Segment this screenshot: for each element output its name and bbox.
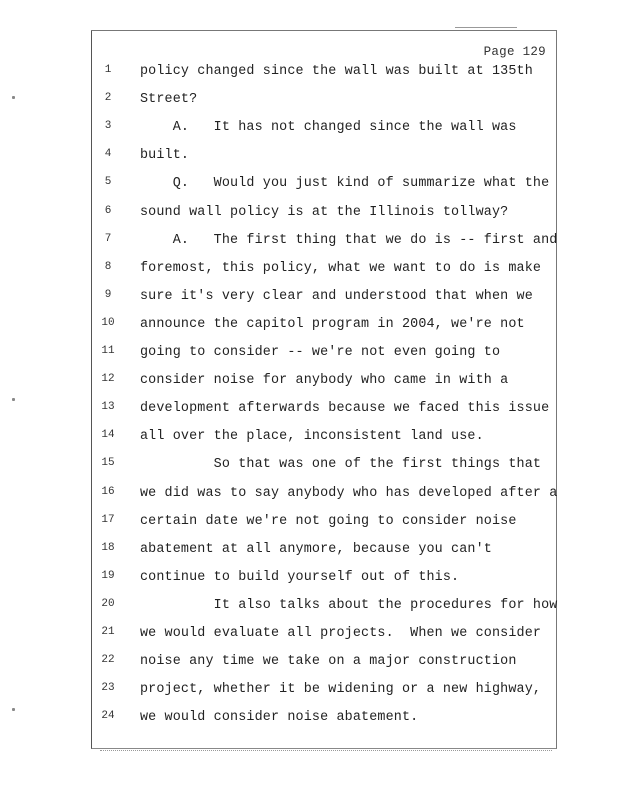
line-text: all over the place, inconsistent land use. <box>140 429 484 445</box>
line-number: 1 <box>104 64 112 76</box>
line-number: 2 <box>104 92 112 105</box>
transcript-line <box>0 317 618 337</box>
line-number: 13 <box>101 401 115 414</box>
transcript-line <box>0 205 618 225</box>
scan-margin-mark <box>12 398 15 401</box>
transcript-line <box>0 289 618 309</box>
line-text: continue to build yourself out of this. <box>140 569 460 585</box>
transcript-line <box>0 373 618 393</box>
transcript-line <box>0 64 618 84</box>
line-number: 8 <box>104 260 112 273</box>
scan-margin-mark <box>12 96 15 99</box>
transcript-line <box>0 429 618 449</box>
transcript-line <box>0 710 618 730</box>
transcript-line <box>0 401 618 421</box>
line-number: 3 <box>104 120 112 133</box>
line-text: consider noise for anybody who came in with a <box>140 373 509 389</box>
transcript-line <box>0 682 618 702</box>
line-number: 7 <box>104 232 112 245</box>
transcript-line <box>0 486 618 506</box>
line-text: we would evaluate all projects. When we consider <box>140 626 542 641</box>
transcript-line <box>0 120 618 140</box>
line-text: Street? <box>140 92 198 108</box>
line-number: 18 <box>101 541 115 554</box>
line-text: we would consider noise abatement. <box>140 710 419 726</box>
line-text: sound wall policy is at the Illinois tollway? <box>140 204 509 220</box>
top-border-rule <box>91 30 557 31</box>
line-number: 15 <box>101 457 115 470</box>
line-number: 21 <box>101 626 115 638</box>
scan-margin-mark <box>12 708 15 711</box>
transcript-line <box>0 233 618 253</box>
line-number: 20 <box>101 597 115 610</box>
line-text: A. The first thing that we do is -- first and <box>140 232 558 248</box>
line-text: announce the capitol program in 2004, we're not <box>140 316 525 332</box>
line-text: foremost, this policy, what we want to do is make <box>140 260 542 276</box>
line-text: A. It has not changed since the wall was <box>140 120 517 136</box>
transcript-line <box>0 176 618 196</box>
line-number: 6 <box>104 204 112 217</box>
transcript-line <box>0 92 618 112</box>
line-text: Q. Would you just kind of summarize what the <box>140 176 550 192</box>
line-number: 4 <box>104 148 112 161</box>
line-number: 22 <box>101 654 115 667</box>
transcript-line <box>0 345 618 365</box>
line-number: 19 <box>101 569 115 582</box>
line-text: abatement at all anymore, because you can't <box>140 541 492 557</box>
line-number: 12 <box>101 373 115 386</box>
transcript-line <box>0 626 618 646</box>
transcript-line <box>0 598 618 618</box>
line-text: going to consider -- we're not even going to <box>140 345 501 360</box>
line-text: policy changed since the wall was built at 135th <box>140 64 533 79</box>
line-text: we did was to say anybody who has developed after a <box>140 485 558 501</box>
transcript-line <box>0 570 618 590</box>
transcript-line <box>0 514 618 534</box>
transcript-line <box>0 654 618 674</box>
line-number: 17 <box>101 513 115 526</box>
line-text: It also talks about the procedures for how <box>140 597 558 613</box>
line-number: 9 <box>104 288 112 301</box>
line-text: built. <box>140 148 190 164</box>
line-number: 24 <box>101 710 115 723</box>
line-number: 14 <box>101 429 115 442</box>
transcript-line <box>0 148 618 168</box>
line-text: project, whether it be widening or a new highway, <box>140 682 542 698</box>
line-text: certain date we're not going to consider noise <box>140 513 517 529</box>
line-number: 11 <box>101 345 115 357</box>
line-number: 10 <box>101 316 115 329</box>
transcript-line <box>0 457 618 477</box>
transcript-line <box>0 542 618 562</box>
line-number: 5 <box>104 176 112 189</box>
line-number: 16 <box>101 485 115 498</box>
line-text: So that was one of the first things that <box>140 457 542 473</box>
bottom-footer-rule <box>100 750 552 751</box>
line-number: 23 <box>101 682 115 695</box>
line-text: noise any time we take on a major construction <box>140 654 517 670</box>
page-number: Page 129 <box>483 45 546 59</box>
line-text: development afterwards because we faced this issue <box>140 401 550 417</box>
line-text: sure it's very clear and understood that when we <box>140 288 533 304</box>
top-edge-mark <box>455 27 517 28</box>
transcript-line <box>0 261 618 281</box>
